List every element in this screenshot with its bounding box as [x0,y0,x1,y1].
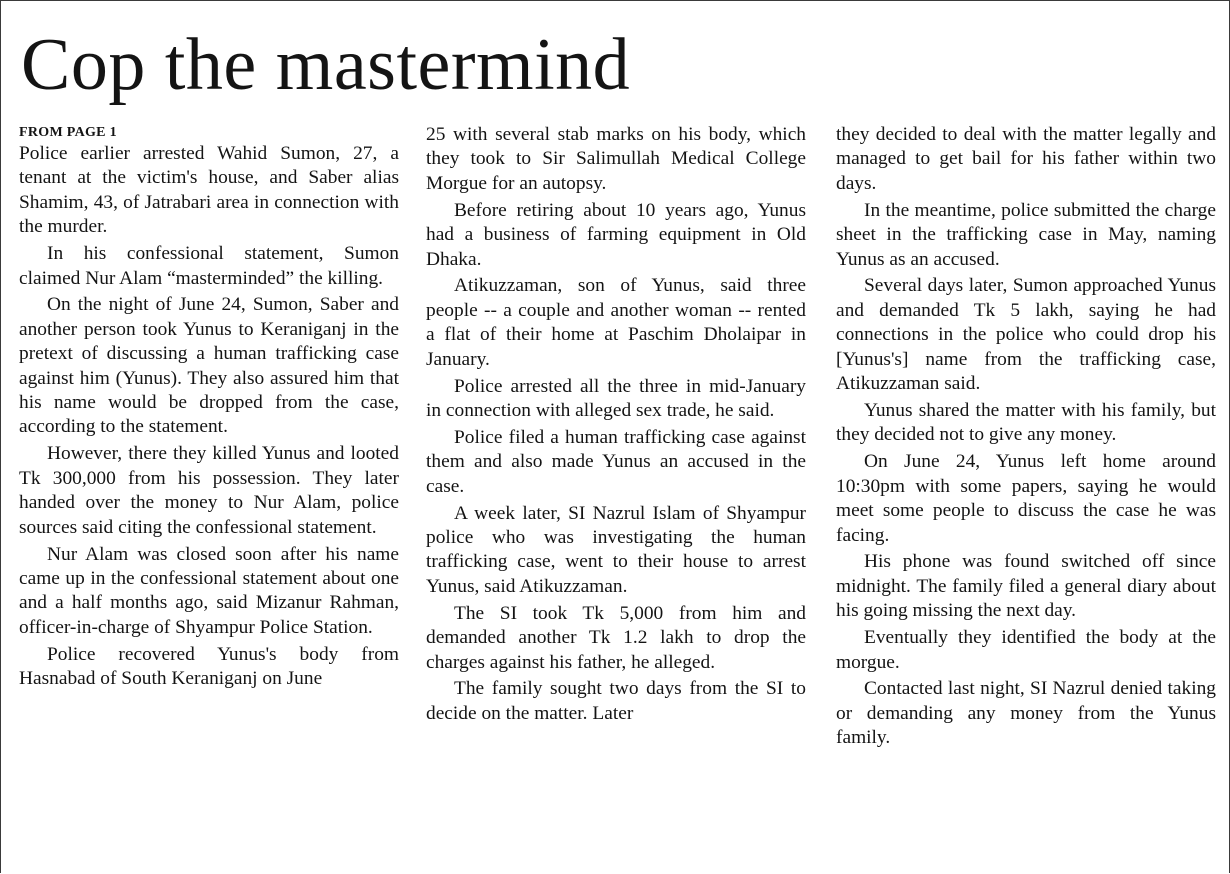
paragraph: Police filed a human trafficking case against them and also made Yunus an accused in the case. [426,426,806,497]
paragraph: A week later, SI Nazrul Islam of Shyampur police who was investigating the human trafficking case, went to their house to arrest Yunus, said Atikuzzaman. [426,502,806,597]
paragraph: On June 24, Yunus left home around 10:30pm with some papers, saying he would meet some people to discuss the case he was facing. [836,451,1216,546]
paragraph: In his confessional statement, Sumon claimed Nur Alam “masterminded” the killing. [19,243,399,289]
paragraph: Eventually they identified the body at the morgue. [836,627,1216,673]
kicker: FROM PAGE 1 [19,125,117,140]
paragraph: His phone was found switched off since midnight. The family filed a general diary about his going missing the next day. [836,551,1216,622]
paragraph: The SI took Tk 5,000 from him and demanded another Tk 1.2 lakh to drop the charges against his father, he alleged. [426,602,806,673]
paragraph: Atikuzzaman, son of Yunus, said three people -- a couple and another woman -- rented a flat of their home at Paschim Dholaipar in January. [426,275,806,370]
paragraph: Police arrested all the three in mid-January in connection with alleged sex trade, he said. [426,375,806,421]
paragraph: 25 with several stab marks on his body, which they took to Sir Salimullah Medical College Morgue for an autopsy. [426,124,806,194]
article-column-3 [836,123,1216,753]
paragraph: Nur Alam was closed soon after his name came up in the confessional statement about one and a half months ago, said Mizanur Rahman, officer-in-charge of Shyampur Police Station. [19,543,399,638]
headline: Cop the mastermind [21,24,631,106]
paragraph: In the meantime, police submitted the charge sheet in the trafficking case in May, naming Yunus as an accused. [836,199,1216,270]
paragraph: Several days later, Sumon approached Yunus and demanded Tk 5 lakh, saying he had connections in the police who could drop his [Yunus's] name from the trafficking case, Atikuzzaman said. [836,275,1216,395]
paragraph: Yunus shared the matter with his family, but they decided not to give any money. [836,399,1216,446]
paragraph: they decided to deal with the matter legally and managed to get bail for his father within two days. [836,124,1216,194]
paragraph: On the night of June 24, Sumon, Saber and another person took Yunus to Keraniganj in the pretext of discussing a human trafficking case against him (Yunus). They also assured him that his name would be dropped from the case, according to the statement. [19,294,399,438]
paragraph: Contacted last night, SI Nazrul denied taking or demanding any money from the Yunus family. [836,678,1216,749]
paragraph: The family sought two days from the SI to decide on the matter. Later [426,678,806,724]
article-column-2 [426,123,806,729]
paragraph: Police recovered Yunus's body from Hasnabad of South Keraniganj on June [19,643,399,690]
paragraph: However, there they killed Yunus and looted Tk 300,000 from his possession. They later handed over the money to Nur Alam, police sources said citing the confessional statement. [19,443,399,538]
article-column-1 [19,123,399,694]
paragraph: Police earlier arrested Wahid Sumon, 27, a tenant at the victim's house, and Saber alias Shamim, 43, of Jatrabari area in connection with the murder. [19,143,399,238]
paragraph: Before retiring about 10 years ago, Yunus had a business of farming equipment in Old Dhaka. [426,199,806,270]
